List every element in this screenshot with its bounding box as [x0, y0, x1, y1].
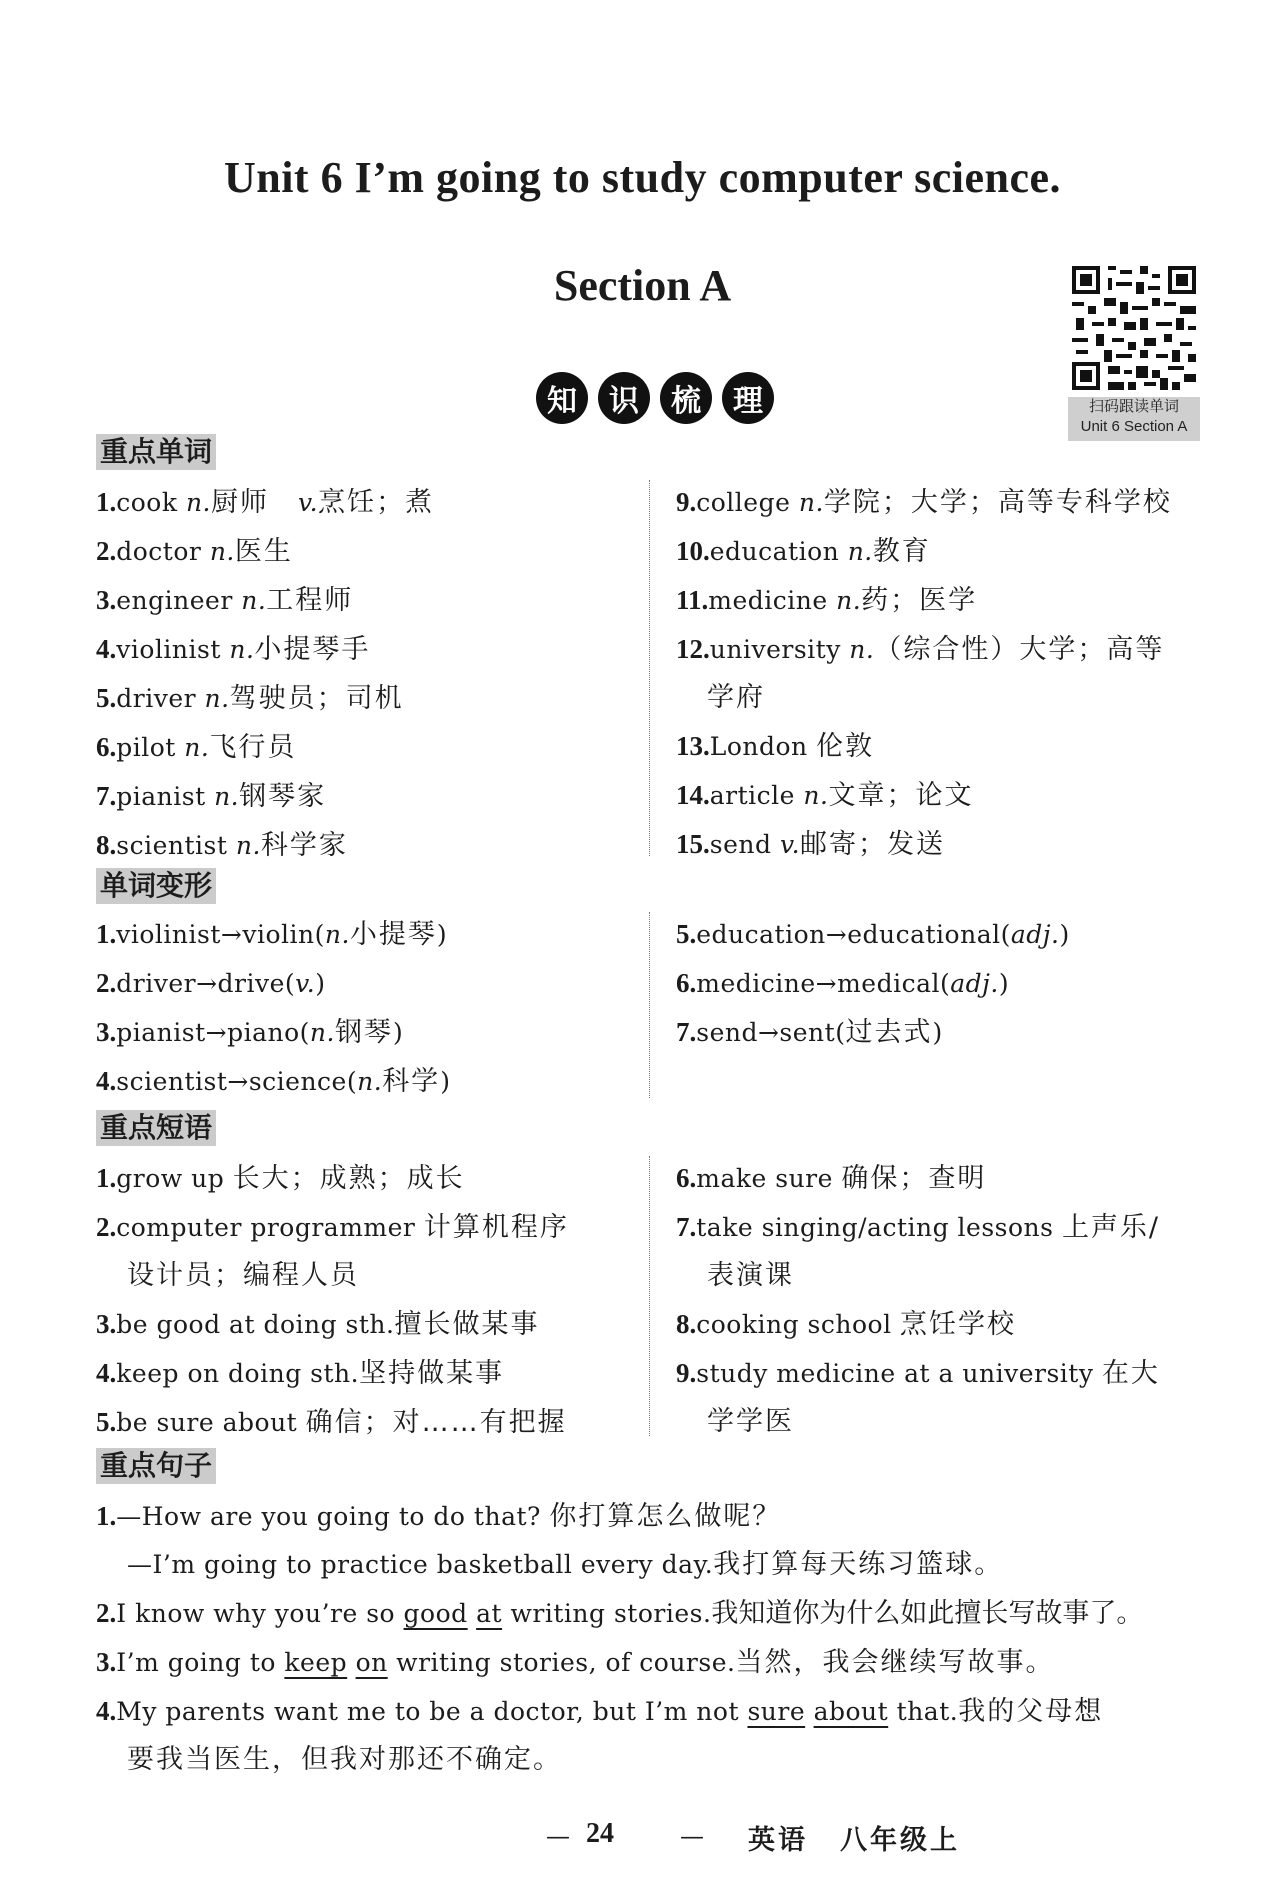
- word-forms-left: [96, 910, 636, 1106]
- word-item: 5.driver n.驾驶员；司机: [96, 683, 404, 714]
- column-divider: [649, 1156, 650, 1436]
- answer-underline: at: [476, 1599, 503, 1628]
- answer-underline: on: [355, 1648, 388, 1677]
- section-title: Section A: [553, 261, 732, 310]
- key-words-left: [96, 478, 636, 870]
- badge-char: 识: [598, 372, 650, 424]
- knowledge-badges: [536, 372, 774, 424]
- phrase-item: 7.take singing/acting lessons 上声乐/: [676, 1212, 1161, 1243]
- qr-code[interactable]: [1068, 262, 1200, 442]
- word-item: 14.article n.文章；论文: [676, 780, 974, 811]
- sentence-item-continued: —I’m going to practice basketball every day.我打算每天练习篮球。: [127, 1549, 1004, 1580]
- answer-underline: about: [813, 1697, 889, 1726]
- badge-char: 知: [536, 372, 588, 424]
- section-heading-sentences: 重点句子: [96, 1448, 216, 1484]
- phrase-item-continued: 设计员；编程人员: [127, 1260, 359, 1291]
- word-item: 12.university n.（综合性）大学；高等: [676, 634, 1165, 665]
- phrase-item: 1.grow up 长大；成熟；成长: [96, 1163, 465, 1194]
- word-item-continued: 学府: [707, 682, 765, 713]
- form-item: 3.pianist→piano(n.钢琴): [96, 1017, 404, 1048]
- phrase-item: 3.be good at doing sth.擅长做某事: [96, 1309, 540, 1340]
- badge-char: 梳: [660, 372, 712, 424]
- phrase-item: 2.computer programmer 计算机程序: [96, 1212, 569, 1243]
- form-item: 6.medicine→medical(adj.): [676, 968, 1010, 998]
- answer-underline: keep: [284, 1648, 348, 1677]
- phrase-item: 8.cooking school 烹饪学校: [676, 1309, 1017, 1340]
- sentence-item: 4.My parents want me to be a doctor, but I’m not sure about that.我的父母想: [96, 1696, 1104, 1727]
- answer-underline: sure: [747, 1697, 806, 1726]
- word-forms-right: [676, 910, 1216, 1057]
- key-sentences: [96, 1492, 1206, 1784]
- word-item: 3.engineer n.工程师: [96, 585, 354, 616]
- section-heading-key-words: 重点单词: [96, 434, 216, 470]
- word-item: 6.pilot n.飞行员: [96, 732, 297, 763]
- form-item: 7.send→sent(过去式): [676, 1017, 943, 1048]
- column-divider: [649, 480, 650, 856]
- form-item: 5.education→educational(adj.): [676, 919, 1070, 949]
- form-item: 2.driver→drive(v.): [96, 968, 326, 998]
- word-item: 1.cook n.厨师 v.烹饪；煮: [96, 487, 435, 518]
- word-item: 9.college n.学院；大学；高等专科学校: [676, 487, 1172, 518]
- phrase-item: 4.keep on doing sth.坚持做某事: [96, 1358, 505, 1389]
- page-number: 24: [586, 1818, 614, 1849]
- sentence-item-continued: 要我当医生，但我对那还不确定。: [127, 1744, 562, 1775]
- form-item: 4.scientist→science(n.科学): [96, 1066, 451, 1097]
- section-heading-word-forms: 单词变形: [96, 868, 216, 904]
- badge-char: 理: [722, 372, 774, 424]
- word-item: 2.doctor n.医生: [96, 536, 293, 567]
- phrase-item: 9.study medicine at a university 在大: [676, 1358, 1160, 1389]
- word-item: 4.violinist n.小提琴手: [96, 634, 371, 665]
- phrases-right: [676, 1154, 1216, 1446]
- phrase-item-continued: 表演课: [707, 1260, 794, 1291]
- qr-caption-line1: 扫码跟读单词: [1088, 398, 1179, 415]
- word-item: 13.London 伦敦: [676, 731, 875, 762]
- unit-title: Unit 6 I’m going to study computer science.: [223, 153, 1062, 202]
- word-item: 10.education n.教育: [676, 536, 931, 567]
- word-item: 15.send v.邮寄；发送: [676, 829, 946, 860]
- qr-caption-line2: Unit 6 Section A: [1080, 418, 1188, 435]
- phrase-item-continued: 学学医: [707, 1406, 794, 1437]
- answer-underline: good: [403, 1599, 468, 1628]
- qr-caption: [1068, 397, 1200, 441]
- section-heading-phrases: 重点短语: [96, 1110, 216, 1146]
- key-words-right: [676, 478, 1216, 869]
- word-item: 11.medicine n.药；医学: [676, 585, 978, 616]
- phrases-left: [96, 1154, 636, 1447]
- word-item: 7.pianist n.钢琴家: [96, 781, 327, 812]
- footer-grade: 八年级上: [840, 1825, 960, 1856]
- phrase-item: 5.be sure about 确信；对……有把握: [96, 1407, 567, 1438]
- qr-code-icon: [1068, 262, 1200, 394]
- word-item: 8.scientist n.科学家: [96, 830, 348, 861]
- sentence-item: 2.I know why you’re so good at writing stories.我知道你为什么如此擅长写故事了。: [96, 1598, 1144, 1629]
- sentence-item: 1.—How are you going to do that? 你打算怎么做呢？: [96, 1501, 782, 1532]
- sentence-item: 3.I’m going to keep on writing stories, of course.当然，我会继续写故事。: [96, 1647, 1055, 1678]
- phrase-item: 6.make sure 确保；查明: [676, 1163, 987, 1194]
- footer-subject: 英语: [748, 1825, 808, 1856]
- column-divider: [649, 912, 650, 1098]
- page-footer: [0, 1818, 1285, 1858]
- footer-dash: —: [680, 1822, 704, 1850]
- form-item: 1.violinist→violin(n.小提琴): [96, 919, 448, 950]
- footer-dash: —: [546, 1822, 570, 1850]
